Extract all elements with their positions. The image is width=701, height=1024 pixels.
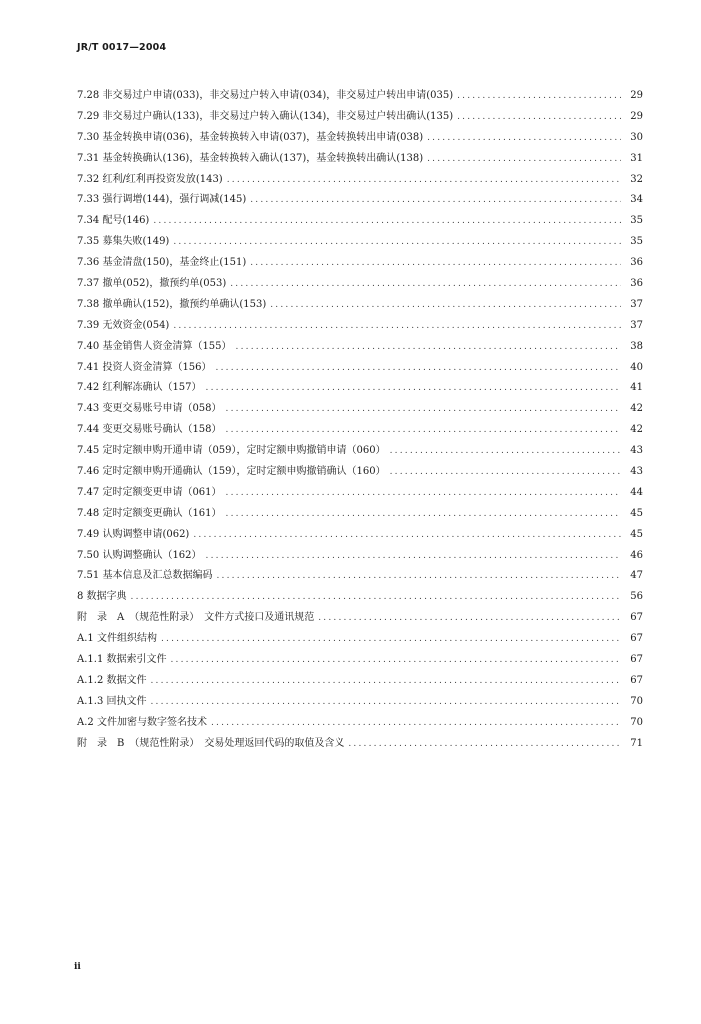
toc-entry (77, 650, 643, 671)
toc-entry-page: 45 (630, 507, 643, 519)
toc-entry (77, 149, 643, 170)
toc-entry-page: 70 (630, 716, 643, 728)
toc-entry-title: 7.30 基金转换申请(036)，基金转换转入申请(037)，基金转换转出申请(038) (77, 131, 424, 143)
toc-entry-title: 7.40 基金销售人资金清算（155） (77, 340, 232, 352)
toc-entry-title: 7.41 投资人资金清算（156） (77, 361, 212, 373)
toc-leader-dots (211, 713, 621, 734)
toc-entry-title: 7.39 无效资金(054) (77, 319, 170, 331)
toc-entry-page: 32 (630, 173, 643, 185)
toc-entry-page: 67 (630, 654, 643, 666)
toc-entry (77, 86, 643, 107)
toc-leader-dots (227, 170, 621, 191)
toc-leader-dots (457, 107, 621, 128)
toc-entry-title: 7.50 认购调整确认（162） (77, 549, 202, 561)
toc-entry-page: 42 (630, 403, 643, 415)
toc-entry-page: 36 (630, 278, 643, 290)
toc-leader-dots (150, 692, 621, 713)
toc-entry-title: 7.31 基金转换确认(136)，基金转换转入确认(137)，基金转换转出确认(138) (77, 152, 424, 164)
toc-leader-dots (131, 587, 621, 608)
toc-entry-page: 30 (630, 131, 643, 143)
toc-entry-title: A.1.2 数据文件 (77, 674, 147, 686)
toc-entry (77, 295, 643, 316)
toc-entry (77, 462, 643, 483)
toc-entry-page: 43 (630, 445, 643, 457)
toc-entry-page: 71 (630, 737, 643, 749)
toc-leader-dots (230, 274, 621, 295)
toc-entry (77, 170, 643, 191)
toc-entry-title: 7.49 认购调整申请(062) (77, 528, 190, 540)
toc-entry (77, 441, 643, 462)
toc-entry-page: 43 (630, 466, 643, 478)
toc-entry-page: 40 (630, 361, 643, 373)
toc-entry (77, 587, 643, 608)
toc-entry-page: 56 (630, 591, 643, 603)
toc-entry-page: 46 (630, 549, 643, 561)
toc-entry-page: 38 (630, 340, 643, 352)
toc-leader-dots (206, 378, 621, 399)
toc-entry-page: 67 (630, 612, 643, 624)
toc-entry-title: 7.44 变更交易账号确认（158） (77, 424, 222, 436)
toc-entry-page: 29 (630, 110, 643, 122)
toc-entry (77, 566, 643, 587)
toc-entry (77, 671, 643, 692)
toc-leader-dots (318, 608, 621, 629)
toc-entry-page: 45 (630, 528, 643, 540)
toc-entry (77, 399, 643, 420)
toc-entry (77, 274, 643, 295)
toc-entry-title: A.2 文件加密与数字签名技术 (77, 716, 207, 728)
toc-entry-title: 7.42 红利解冻确认（157） (77, 382, 202, 394)
toc-entry-title: 附 录 B （规范性附录） 交易处理返回代码的取值及含义 (77, 737, 345, 749)
toc-entry-title: 附 录 A （规范性附录） 文件方式接口及通讯规范 (77, 612, 315, 624)
table-of-contents (77, 86, 643, 755)
toc-leader-dots (216, 358, 621, 379)
toc-entry-title: 7.43 变更交易账号申请（058） (77, 403, 222, 415)
toc-leader-dots (150, 671, 621, 692)
toc-entry (77, 629, 643, 650)
toc-entry (77, 107, 643, 128)
toc-entry (77, 253, 643, 274)
toc-entry (77, 378, 643, 399)
toc-leader-dots (226, 483, 621, 504)
toc-leader-dots (206, 546, 621, 567)
toc-entry-page: 35 (630, 215, 643, 227)
toc-entry-title: 7.35 募集失败(149) (77, 236, 170, 248)
toc-leader-dots (236, 337, 621, 358)
toc-entry-title: 7.34 配号(146) (77, 215, 150, 227)
toc-entry-title: A.1.1 数据索引文件 (77, 654, 167, 666)
toc-entry-page: 47 (630, 570, 643, 582)
toc-entry-title: 7.45 定时定额申购开通申请（059），定时定额申购撤销申请（060） (77, 445, 386, 457)
toc-entry-title: 7.51 基本信息及汇总数据编码 (77, 570, 213, 582)
toc-entry-page: 31 (630, 152, 643, 164)
toc-leader-dots (250, 190, 621, 211)
toc-leader-dots (270, 295, 621, 316)
toc-leader-dots (348, 734, 621, 755)
toc-entry (77, 504, 643, 525)
toc-entry-title: 7.32 红利/红利再投资发放(143) (77, 173, 223, 185)
toc-entry-page: 37 (630, 298, 643, 310)
toc-leader-dots (161, 629, 621, 650)
toc-entry-page: 41 (630, 382, 643, 394)
toc-entry-title: 7.29 非交易过户确认(133)，非交易过户转入确认(134)，非交易过户转出确认(135) (77, 110, 454, 122)
toc-leader-dots (390, 441, 621, 462)
toc-entry (77, 546, 643, 567)
toc-entry-title: 7.38 撤单确认(152)，撤预约单确认(153) (77, 298, 267, 310)
toc-leader-dots (193, 525, 621, 546)
toc-entry (77, 337, 643, 358)
toc-leader-dots (226, 504, 621, 525)
toc-leader-dots (250, 253, 621, 274)
standard-code-header: JR/T 0017—2004 (77, 42, 167, 53)
toc-entry-title: A.1.3 回执文件 (77, 695, 147, 707)
toc-leader-dots (173, 316, 621, 337)
toc-entry-page: 35 (630, 236, 643, 248)
page-number: ii (74, 962, 81, 972)
toc-entry-page: 67 (630, 633, 643, 645)
toc-entry (77, 525, 643, 546)
toc-entry (77, 358, 643, 379)
toc-entry-title: 8 数据字典 (77, 591, 127, 603)
toc-entry-title: 7.33 强行调增(144)，强行调减(145) (77, 194, 247, 206)
toc-entry (77, 713, 643, 734)
toc-entry (77, 190, 643, 211)
toc-entry-title: 7.46 定时定额申购开通确认（159），定时定额申购撤销确认（160） (77, 466, 386, 478)
toc-entry (77, 483, 643, 504)
toc-entry-title: A.1 文件组织结构 (77, 633, 157, 645)
toc-entry-page: 29 (630, 90, 643, 101)
toc-entry-page: 37 (630, 319, 643, 331)
toc-entry (77, 232, 643, 253)
toc-leader-dots (226, 399, 621, 420)
toc-entry-page: 67 (630, 674, 643, 686)
toc-leader-dots (153, 211, 621, 232)
toc-entry (77, 692, 643, 713)
toc-entry (77, 128, 643, 149)
toc-leader-dots (390, 462, 621, 483)
toc-entry (77, 211, 643, 232)
toc-entry-title: 7.36 基金清盘(150)，基金终止(151) (77, 257, 247, 269)
toc-entry (77, 608, 643, 629)
toc-leader-dots (427, 128, 621, 149)
toc-leader-dots (170, 650, 621, 671)
toc-entry-title: 7.48 定时定额变更确认（161） (77, 507, 222, 519)
toc-entry-page: 70 (630, 695, 643, 707)
toc-entry-page: 42 (630, 424, 643, 436)
toc-entry-title: 7.37 撤单(052)，撤预约单(053) (77, 278, 227, 290)
toc-entry (77, 316, 643, 337)
toc-entry-page: 44 (630, 486, 643, 498)
toc-entry (77, 420, 643, 441)
toc-entry-page: 36 (630, 257, 643, 269)
toc-entry-title: 7.47 定时定额变更申请（061） (77, 486, 222, 498)
toc-leader-dots (226, 420, 621, 441)
toc-leader-dots (427, 149, 621, 170)
toc-entry-title: 7.28 非交易过户申请(033)，非交易过户转入申请(034)，非交易过户转出申请(035) (77, 90, 454, 101)
toc-leader-dots (173, 232, 621, 253)
toc-leader-dots (457, 86, 621, 107)
toc-entry-page: 34 (630, 194, 643, 206)
toc-leader-dots (216, 566, 621, 587)
toc-entry (77, 734, 643, 755)
